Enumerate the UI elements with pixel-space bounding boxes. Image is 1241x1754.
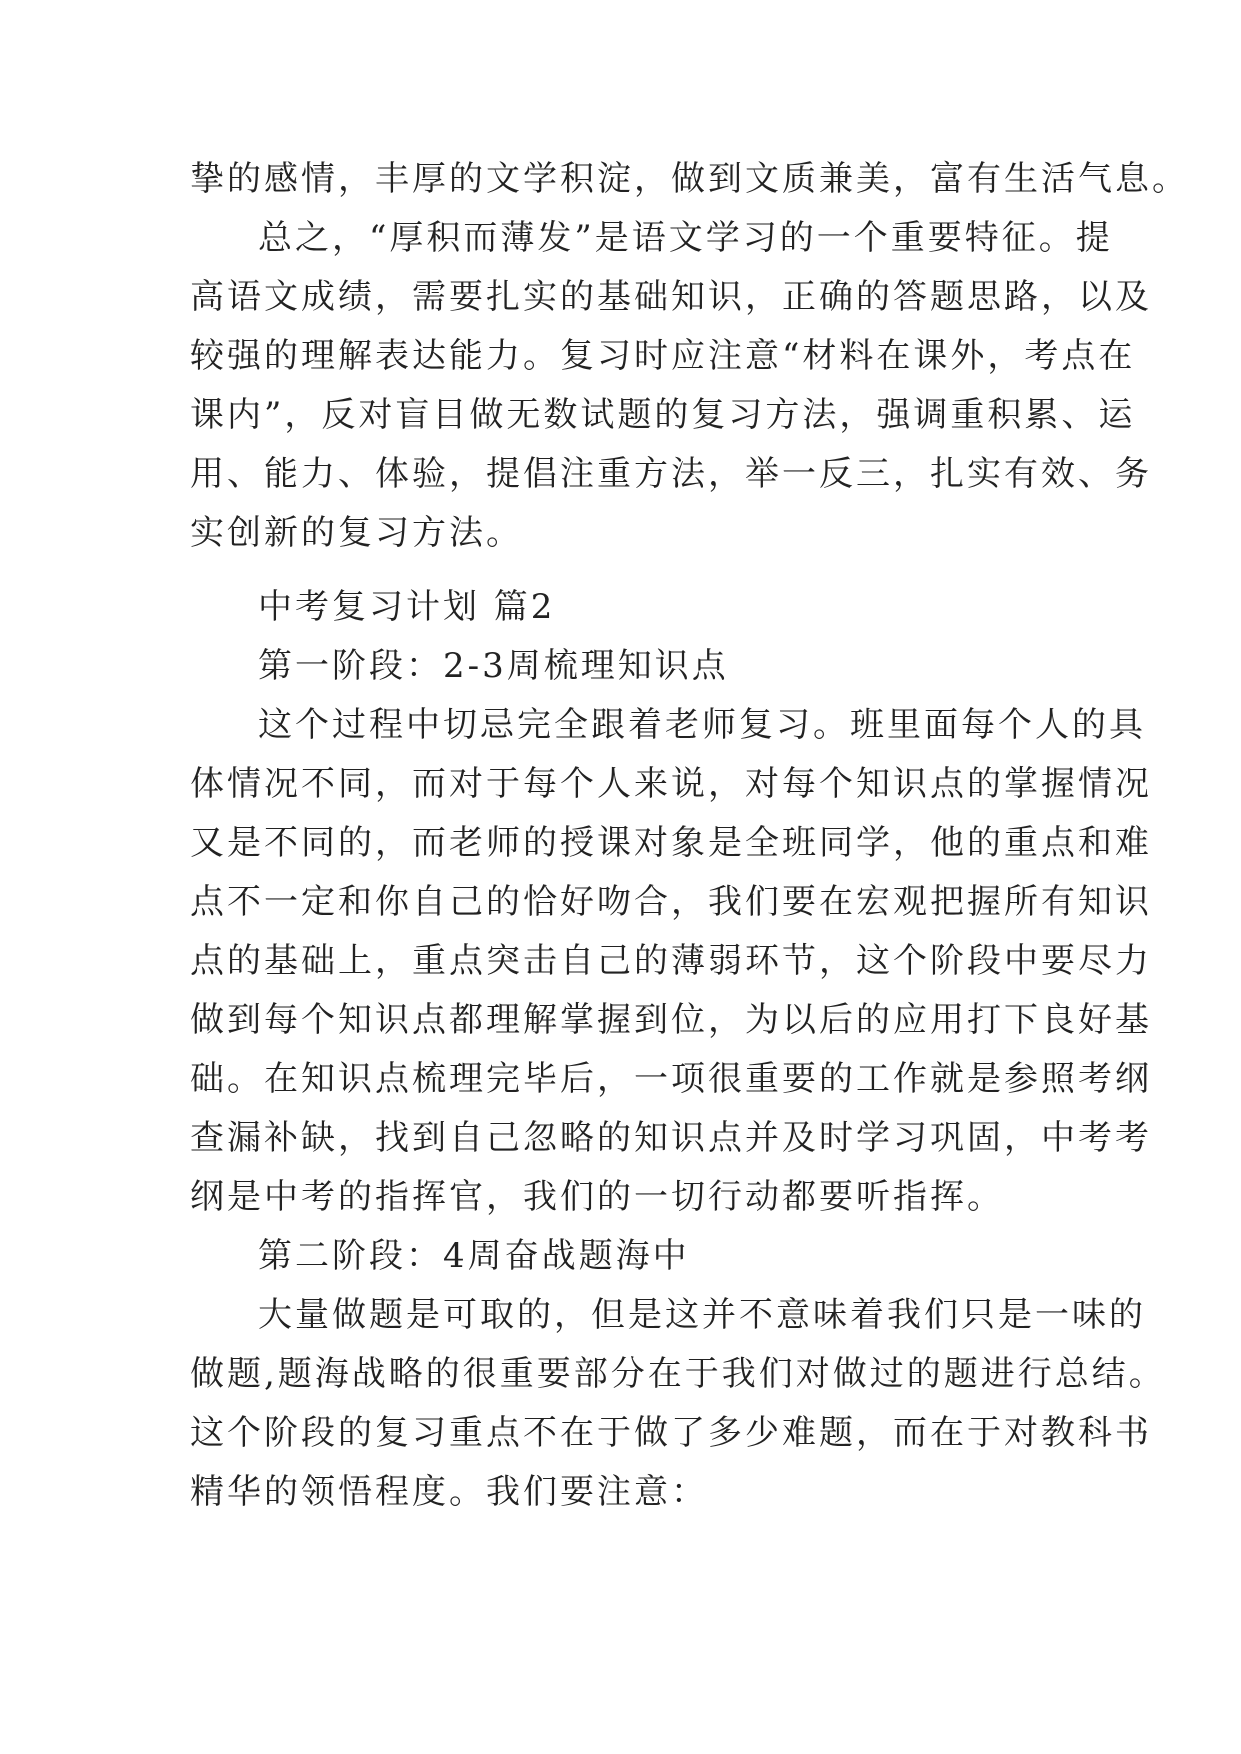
section-title bbox=[190, 578, 1050, 637]
paragraph-line: 点的基础上，重点突击自己的薄弱环节，这个阶段中要尽力 bbox=[190, 941, 1152, 981]
paragraph-line: 这个过程中切忌完全跟着老师复习。班里面每个人的具 bbox=[258, 705, 1146, 745]
summary-paragraph bbox=[190, 150, 1189, 563]
paragraph-line: 体情况不同，而对于每个人来说，对每个知识点的掌握情况 bbox=[190, 764, 1152, 804]
paragraph-line: 础。在知识点梳理完毕后，一项很重要的工作就是参照考纲 bbox=[190, 1059, 1152, 1099]
paragraph-line: 挚的感情，丰厚的文学积淀，做到文质兼美，富有生活气息。 bbox=[190, 159, 1189, 199]
paragraph-line: 课内”，反对盲目做无数试题的复习方法，强调重积累、运 bbox=[190, 395, 1136, 435]
paragraph-line: 精华的领悟程度。我们要注意： bbox=[190, 1472, 708, 1512]
stage-two-heading: 第二阶段：4周奋战题海中 bbox=[258, 1236, 690, 1276]
paragraph-line: 点不一定和你自己的恰好吻合，我们要在宏观把握所有知识 bbox=[190, 882, 1152, 922]
section-title-text: 中考复习计划 篇2 bbox=[258, 587, 556, 627]
paragraph-line: 这个阶段的复习重点不在于做了多少难题，而在于对教科书 bbox=[190, 1413, 1152, 1453]
stage-one bbox=[190, 637, 1152, 1227]
paragraph-line: 查漏补缺，找到自己忽略的知识点并及时学习巩固，中考考 bbox=[190, 1118, 1152, 1158]
paragraph-line: 高语文成绩，需要扎实的基础知识，正确的答题思路，以及 bbox=[190, 277, 1152, 317]
paragraph-line: 做到每个知识点都理解掌握到位，为以后的应用打下良好基 bbox=[190, 1000, 1152, 1040]
paragraph-line: 又是不同的，而老师的授课对象是全班同学，他的重点和难 bbox=[190, 823, 1152, 863]
stage-two bbox=[190, 1227, 1166, 1522]
paragraph-line: 总之，“厚积而薄发”是语文学习的一个重要特征。提 bbox=[258, 218, 1113, 258]
paragraph-line: 做题,题海战略的很重要部分在于我们对做过的题进行总结。 bbox=[190, 1354, 1166, 1394]
stage-one-heading: 第一阶段：2-3周梳理知识点 bbox=[258, 646, 729, 686]
paragraph-line: 纲是中考的指挥官，我们的一切行动都要听指挥。 bbox=[190, 1177, 1004, 1217]
paragraph-line: 较强的理解表达能力。复习时应注意“材料在课外，考点在 bbox=[190, 336, 1136, 376]
paragraph-line: 实创新的复习方法。 bbox=[190, 513, 523, 553]
paragraph-line: 大量做题是可取的，但是这并不意味着我们只是一味的 bbox=[258, 1295, 1146, 1335]
paragraph-line: 用、能力、体验，提倡注重方法，举一反三，扎实有效、务 bbox=[190, 454, 1152, 494]
